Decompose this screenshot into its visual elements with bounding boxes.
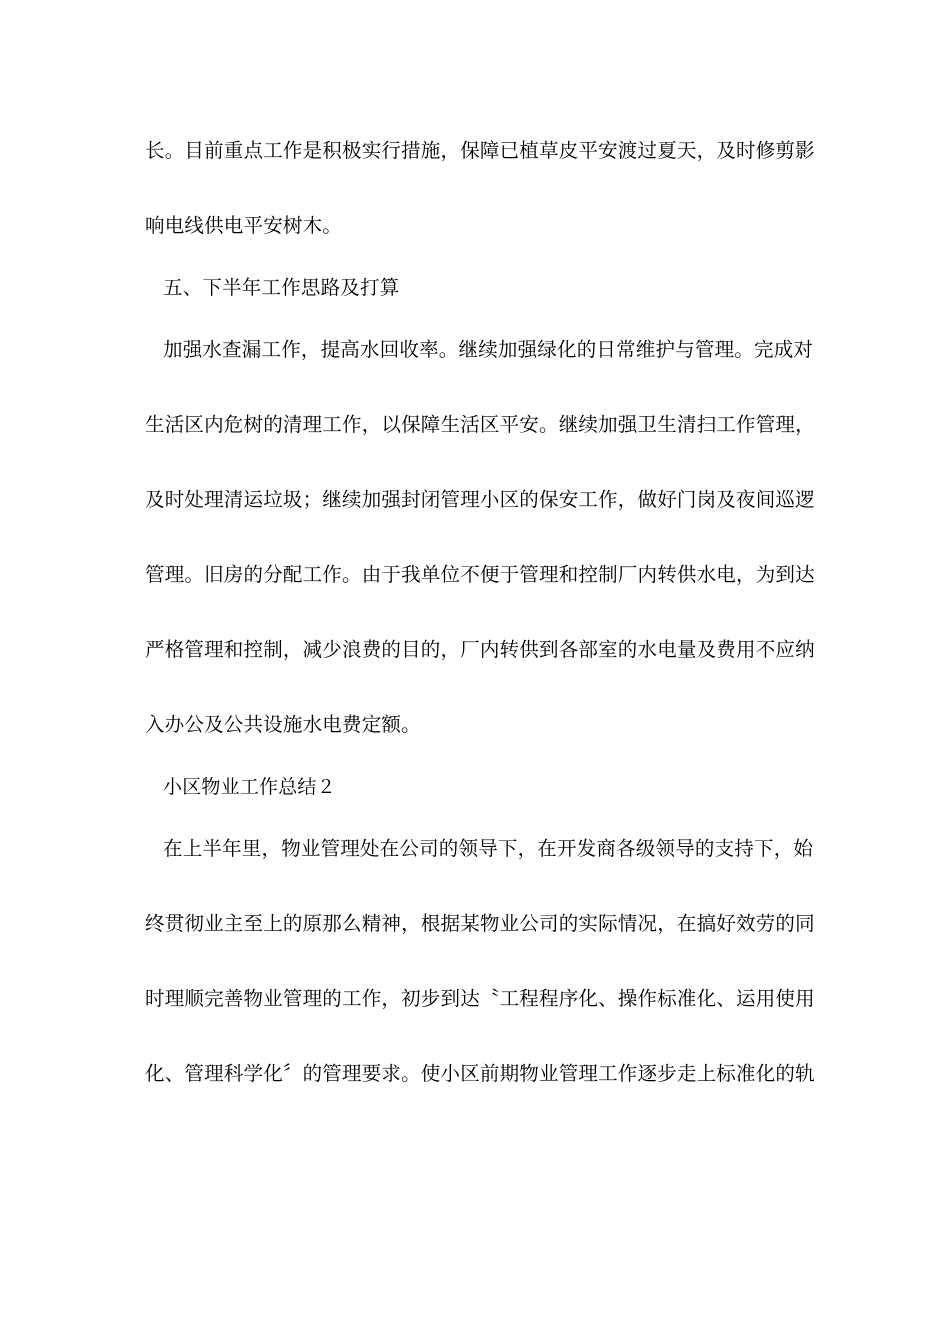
section-heading-5: 五、下半年工作思路及打算: [163, 276, 400, 299]
paragraph-line-2: 响电线供电平安树木。: [145, 214, 343, 237]
paragraph-line-12: 化、管理科学化〞的管理要求。使小区前期物业管理工作逐步走上标准化的轨: [145, 1062, 815, 1085]
paragraph-line-1: 长。目前重点工作是积极实行措施，保障已植草皮平安渡过夏天，及时修剪影: [145, 139, 815, 162]
paragraph-line-11: 时理顺完善物业管理的工作，初步到达〝工程程序化、操作标准化、运用使用: [145, 987, 815, 1010]
paragraph-line-3: 加强水查漏工作，提高水回收率。继续加强绿化的日常维护与管理。完成对: [163, 338, 814, 361]
paragraph-line-10: 终贯彻业主至上的原那么精神，根据某物业公司的实际情况，在搞好效劳的同: [145, 912, 815, 935]
paragraph-line-6: 管理。旧房的分配工作。由于我单位不便于管理和控制厂内转供水电，为到达: [145, 563, 815, 586]
paragraph-line-5: 及时处理清运垃圾；继续加强封闭管理小区的保安工作，做好门岗及夜间巡逻: [145, 488, 815, 511]
paragraph-line-8: 入办公及公共设施水电费定额。: [145, 713, 421, 736]
paragraph-line-7: 严格管理和控制，减少浪费的目的，厂内转供到各部室的水电量及费用不应纳: [145, 638, 815, 661]
paragraph-line-9: 在上半年里，物业管理处在公司的领导下，在开发商各级领导的支持下，始: [163, 837, 814, 860]
section-title-2: 小区物业工作总结２: [163, 776, 336, 798]
paragraph-line-4: 生活区内危树的清理工作，以保障生活区平安。继续加强卫生清扫工作管理，: [145, 413, 815, 436]
